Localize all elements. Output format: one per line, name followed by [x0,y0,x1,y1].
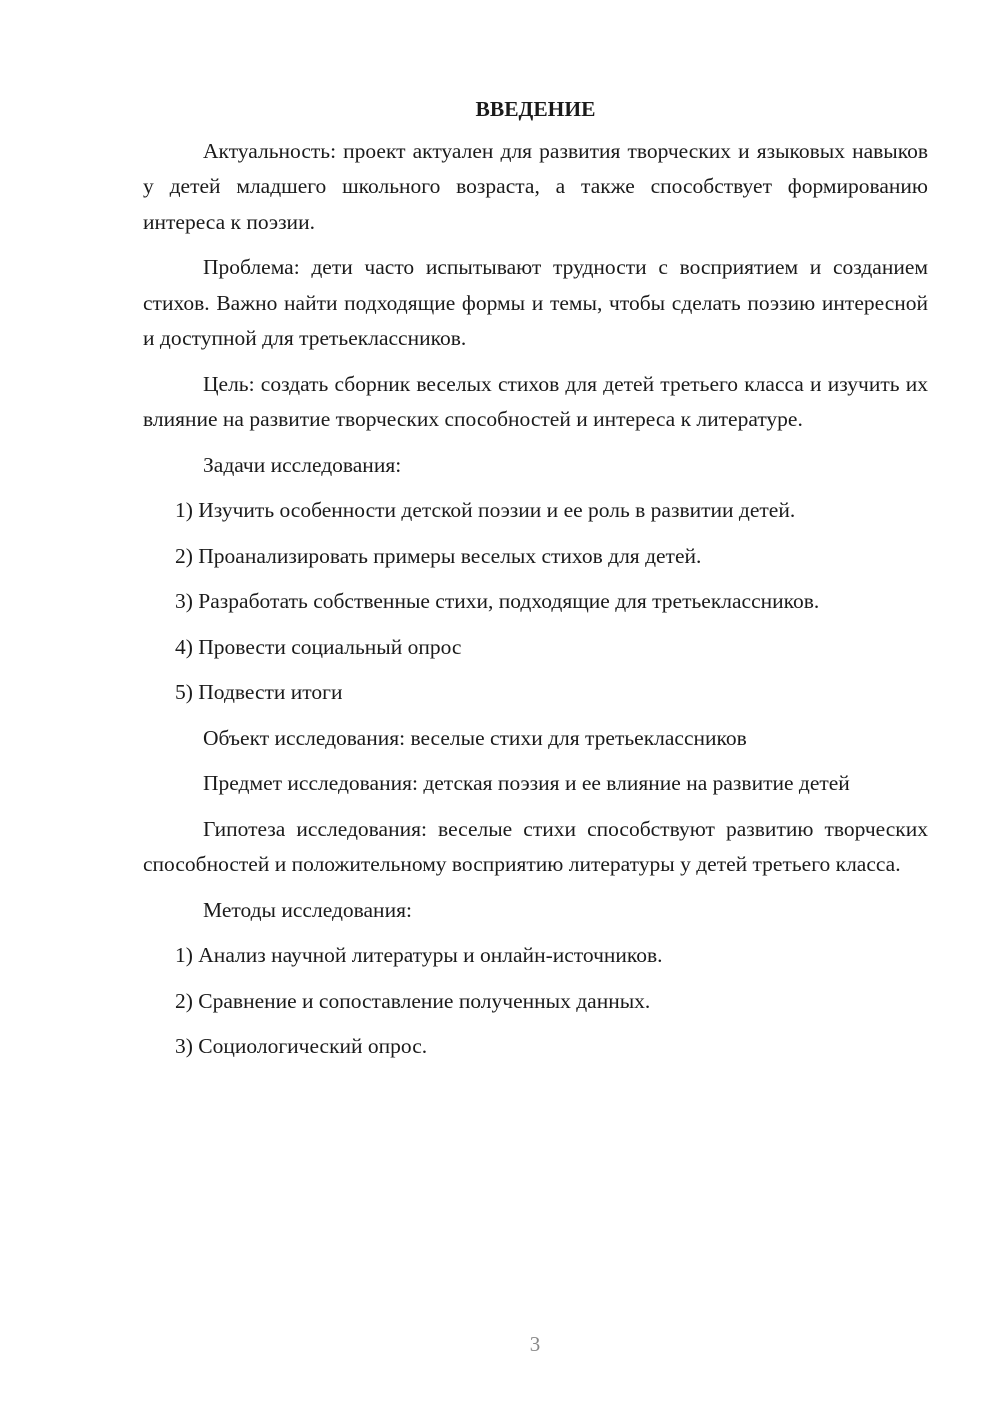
list-item: 2) Проанализировать примеры веселых стихов для детей. [175,543,702,568]
hypothesis-paragraph: Гипотеза исследования: веселые стихи способствуют развитию творческих способностей и положительному восприятию литературы у детей третьего класса. [143,816,928,876]
subject-paragraph: Предмет исследования: детская поэзия и ее влияние на развитие детей [203,771,850,795]
methods-heading: Методы исследования: [203,897,412,922]
list-item: 1) Изучить особенности детской поэзии и ее роль в развитии детей. [175,498,796,522]
list-item: 5) Подвести итоги [175,680,343,704]
object-paragraph: Объект исследования: веселые стихи для третьеклассников [203,725,747,750]
tasks-heading: Задачи исследования: [203,452,402,477]
methods-list [143,938,928,1065]
list-item: 3) Социологический опрос. [175,1034,428,1058]
page-number: 3 [529,1332,541,1356]
list-item: 4) Провести социальный опрос [175,634,462,659]
goal-paragraph: Цель: создать сборник веселых стихов для детей третьего класса и изучить их влияние на развитие творческих способностей и интереса к литературе. [143,371,928,431]
list-item: 3) Разработать собственные стихи, подходящие для третьеклассников. [175,589,820,613]
list-item: 1) Анализ научной литературы и онлайн-источников. [175,943,663,967]
tasks-list [143,493,928,711]
relevance-paragraph: Актуальность: проект актуален для развития творческих и языковых навыков у детей младшего школьного возраста, а также способствует формированию интереса к поэзии. [143,138,928,234]
problem-paragraph: Проблема: дети часто испытывают трудности с восприятием и созданием стихов. Важно найти подходящие формы и темы, чтобы сделать поэзию интересной и доступной для третьеклассников. [143,255,928,350]
section-title: ВВЕДЕНИЕ [475,97,596,121]
page-content [143,92,928,1075]
list-item: 2) Сравнение и сопоставление полученных данных. [175,988,651,1013]
